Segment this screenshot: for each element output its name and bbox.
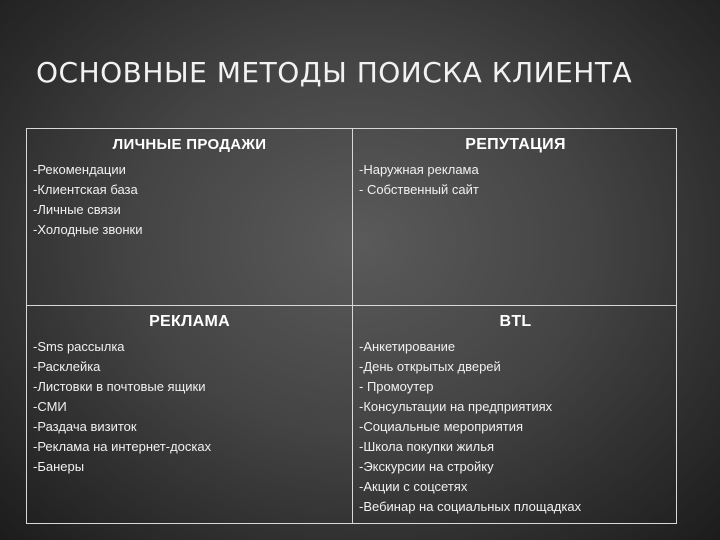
list-item: -СМИ bbox=[33, 399, 67, 414]
list-item: -Sms рассылка bbox=[33, 339, 125, 354]
list-item: -Холодные звонки bbox=[33, 222, 143, 237]
list-item: -Рекомендации bbox=[33, 162, 126, 177]
quadrant-heading: BTL bbox=[499, 313, 532, 330]
quadrant-heading: РЕПУТАЦИЯ bbox=[465, 136, 566, 153]
quadrant-heading: ЛИЧНЫЕ ПРОДАЖИ bbox=[112, 136, 267, 153]
list-item: -Расклейка bbox=[33, 359, 101, 374]
quadrant-reputation bbox=[353, 129, 678, 305]
quadrant-heading: РЕКЛАМА bbox=[149, 313, 230, 330]
list-item: -Раздача визиток bbox=[33, 419, 137, 434]
list-item: -Личные связи bbox=[33, 202, 121, 217]
quadrant-list bbox=[353, 160, 678, 200]
list-item: -Социальные мероприятия bbox=[359, 419, 524, 434]
quadrant-advertising bbox=[27, 306, 352, 525]
quadrant-list bbox=[353, 337, 678, 517]
slide-title: ОСНОВНЫЕ МЕТОДЫ ПОИСКА КЛИЕНТА bbox=[36, 56, 633, 89]
methods-table bbox=[26, 128, 677, 524]
list-item: -Реклама на интернет-досках bbox=[33, 439, 212, 454]
list-item: -Школа покупки жилья bbox=[359, 439, 495, 454]
list-item: -Наружная реклама bbox=[359, 162, 479, 177]
list-item: -Экскурсии на стройку bbox=[359, 459, 494, 474]
quadrant-btl bbox=[353, 306, 678, 525]
quadrant-personal-sales bbox=[27, 129, 352, 305]
quadrant-list bbox=[27, 160, 352, 240]
list-item: -Акции с соцсетях bbox=[359, 479, 468, 494]
list-item: -Банеры bbox=[33, 459, 85, 474]
list-item: -Анкетирование bbox=[359, 339, 456, 354]
list-item: -Консультации на предприятиях bbox=[359, 399, 553, 414]
list-item: - Собственный сайт bbox=[359, 182, 479, 197]
list-item: -День открытых дверей bbox=[359, 359, 501, 374]
quadrant-list bbox=[27, 337, 352, 477]
list-item: -Клиентская база bbox=[33, 182, 138, 197]
list-item: -Листовки в почтовые ящики bbox=[33, 379, 206, 394]
list-item: -Вебинар на социальных площадках bbox=[359, 499, 582, 514]
list-item: - Промоутер bbox=[359, 379, 434, 394]
